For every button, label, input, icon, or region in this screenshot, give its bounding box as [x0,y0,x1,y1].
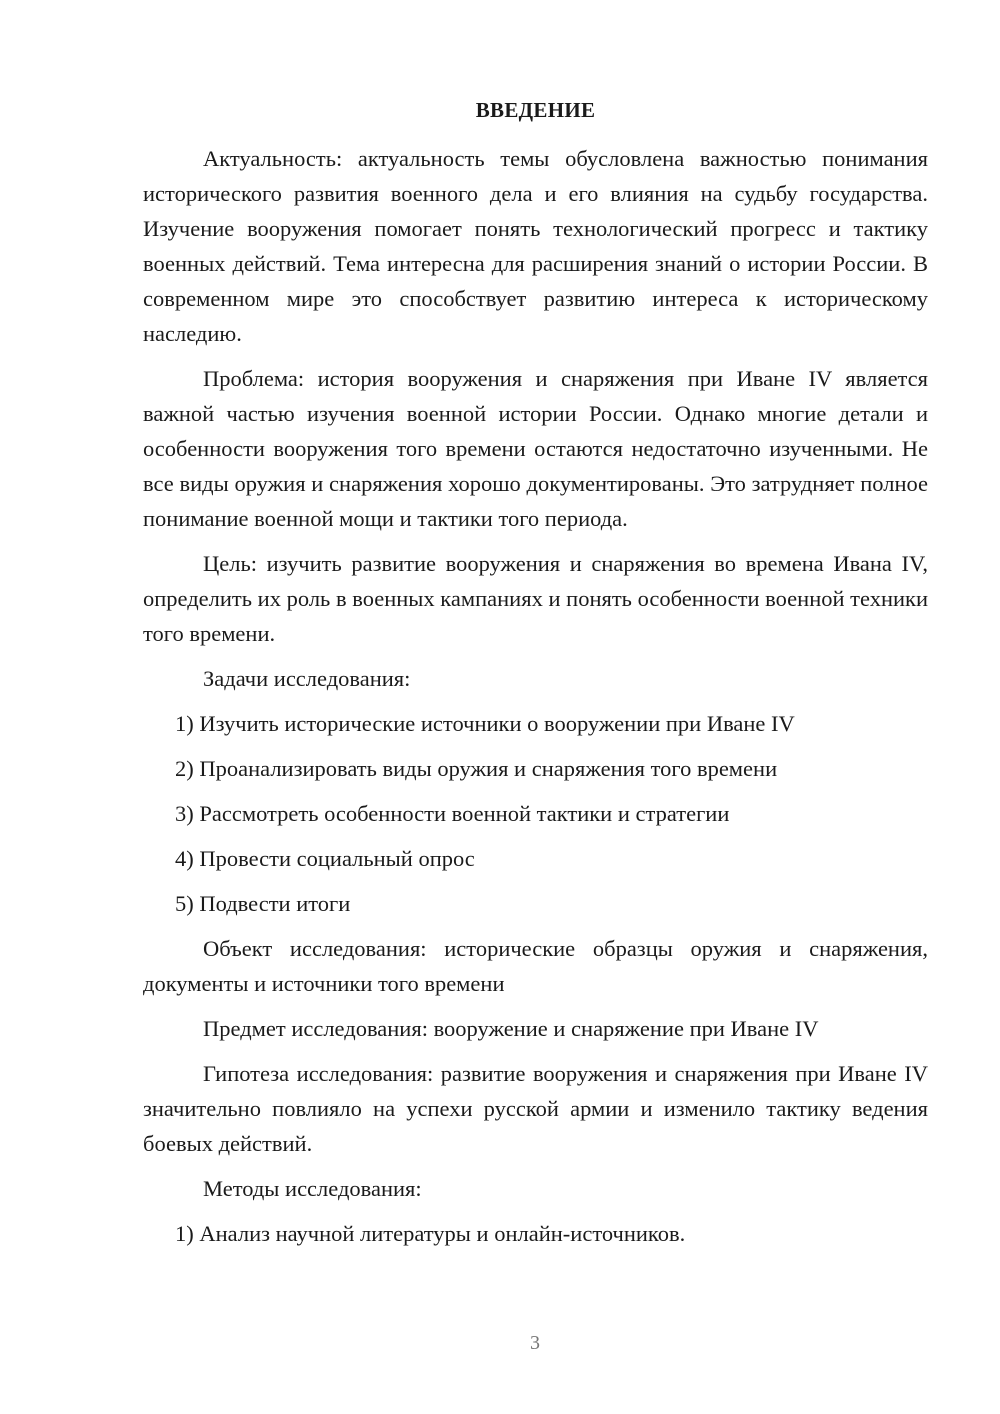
subject-paragraph: Предмет исследования: вооружение и снаряжение при Иване IV [203,1016,819,1041]
hypothesis-paragraph: Гипотеза исследования: развитие вооружения и снаряжения при Иване IV значительно повлияло на успехи русской армии и изменило тактику ведения боевых действий. [143,1061,928,1156]
page-number: 3 [530,1332,540,1354]
list-item: 2) Проанализировать виды оружия и снаряжения того времени [175,756,778,781]
section-heading: ВВЕДЕНИЕ [475,98,596,122]
document-page [143,95,928,1261]
problem-paragraph: Проблема: история вооружения и снаряжения при Иване IV является важной частью изучения военной истории России. Однако многие детали и особенности вооружения того времени остаются недостаточно изученными. Не все виды оружия и снаряжения хорошо документированы. Это затрудняет полное понимание военной мощи и тактики того периода. [143,366,928,531]
methods-label: Методы исследования: [203,1176,422,1201]
goal-paragraph: Цель: изучить развитие вооружения и снаряжения во времена Ивана IV, определить их роль в военных кампаниях и понять особенности военной техники того времени. [143,551,928,646]
object-paragraph: Объект исследования: исторические образцы оружия и снаряжения, документы и источники того времени [143,936,928,996]
list-item: 3) Рассмотреть особенности военной тактики и стратегии [175,801,730,826]
list-item: 5) Подвести итоги [175,891,351,916]
tasks-list [143,706,928,921]
relevance-paragraph: Актуальность: актуальность темы обусловлена важностью понимания исторического развития военного дела и его влияния на судьбу государства. Изучение вооружения помогает понять технологический прогресс и тактику военных действий. Тема интересна для расширения знаний о истории России. В современном мире это способствует развитию интереса к историческому наследию. [143,146,928,346]
tasks-label: Задачи исследования: [203,666,411,691]
methods-list [143,1216,928,1251]
list-item: 1) Изучить исторические источники о вооружении при Иване IV [175,711,795,736]
list-item: 1) Анализ научной литературы и онлайн-источников. [175,1221,686,1246]
list-item: 4) Провести социальный опрос [175,846,475,871]
